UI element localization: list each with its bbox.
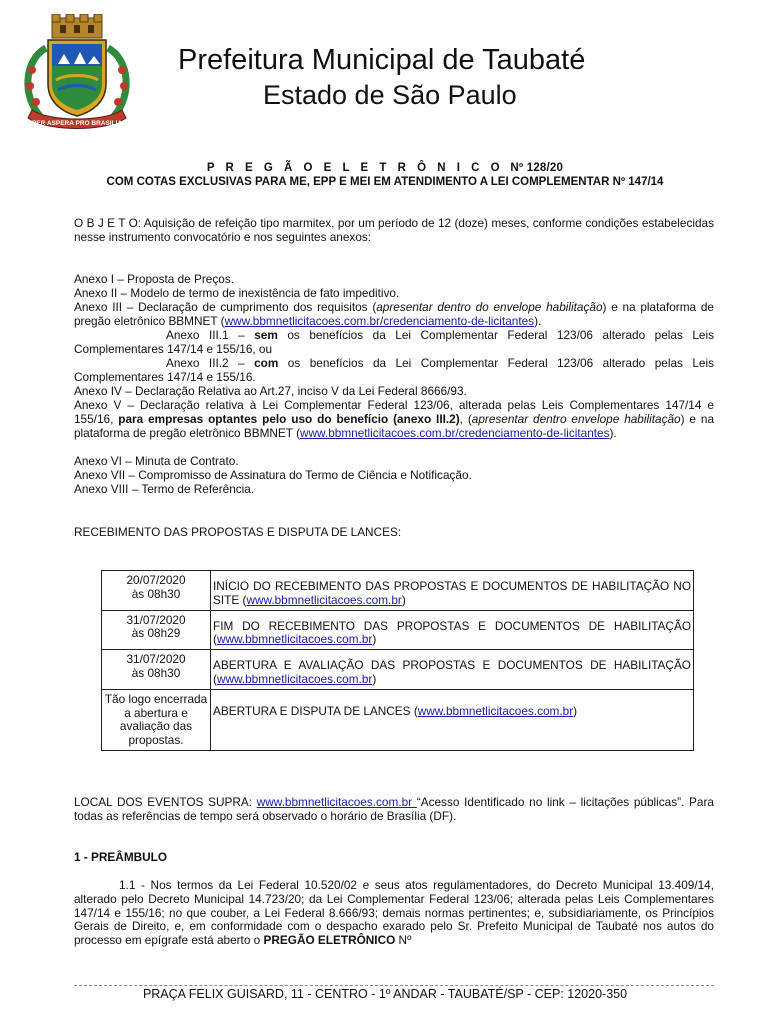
anexo-1: Anexo I – Proposta de Preços. bbox=[74, 272, 235, 286]
bbmnet-link[interactable]: www.bbmnetlicitacoes.com.br bbox=[216, 632, 373, 647]
anexo-3-2 bbox=[166, 357, 714, 371]
schedule-time: às 08h30 bbox=[131, 665, 181, 680]
schedule-event-text: INÍCIO DO RECEBIMENTO DAS PROPOSTAS E DOCUMENTOS DE HABILITAÇÃO NO SITE ( bbox=[213, 579, 691, 607]
schedule-date: 20/07/2020 bbox=[126, 573, 186, 587]
schedule-time: às 08h29 bbox=[131, 626, 181, 641]
anexo-3-2-label: Anexo III.2 – bbox=[166, 356, 255, 370]
objeto-text: Aquisição de refeição tipo marmitex, por um período de 12 (doze) meses, conforme condições estabelecidas nesse instrumento convocatório e nos seguintes anexos: bbox=[74, 216, 714, 244]
anexo-3-1 bbox=[166, 329, 714, 343]
objeto-paragraph bbox=[74, 217, 714, 245]
schedule-event-text: FIM DO RECEBIMENTO DAS PROPOSTAS E DOCUMENTOS DE HABILITAÇÃO ( bbox=[213, 618, 691, 647]
bbmnet-link[interactable]: www.bbmnetlicitacoes.com.br bbox=[246, 592, 402, 607]
anexo-3-2-cont: Complementares 147/14 e 155/16. bbox=[74, 370, 256, 384]
local-label: LOCAL DOS EVENTOS SUPRA: bbox=[74, 795, 257, 809]
table-row bbox=[102, 689, 694, 750]
anexo-6: Anexo VI – Minuta de Contrato. bbox=[74, 454, 239, 468]
preambulo-end: Nº bbox=[395, 933, 412, 948]
anexo-5-mid2: ) e na plataforma de pregão eletrônico BBMNET ( bbox=[74, 411, 714, 440]
schedule-event-cell bbox=[211, 689, 694, 750]
footer-divider bbox=[74, 985, 714, 986]
local-text: “Acesso Identificado no link – licitações públicas”. Para todas as referências de tempo será observado o horário de Brasília (DF). bbox=[74, 795, 714, 823]
table-row bbox=[102, 571, 694, 611]
svg-text:PER ASPERA PRO BRASILIA: PER ASPERA PRO BRASILIA bbox=[31, 120, 123, 127]
schedule-date-cell bbox=[102, 571, 211, 611]
preambulo-bold: PREGÃO ELETRÔNICO bbox=[263, 933, 396, 948]
pregao-number: Nº 128/20 bbox=[510, 162, 564, 174]
anexo-5-emphasis: apresentar dentro envelope habilitação bbox=[471, 411, 681, 426]
anexo-3 bbox=[74, 301, 714, 329]
schedule-event-end: ) bbox=[372, 671, 377, 686]
schedule-event-text: ABERTURA E AVALIAÇÃO DAS PROPOSTAS E DOCUMENTOS DE HABILITAÇÃO ( bbox=[213, 658, 691, 686]
page-title: Prefeitura Municipal de Taubaté bbox=[178, 44, 586, 76]
objeto-label: O B J E T O: bbox=[74, 216, 142, 230]
anexo-3-2-bold: com bbox=[254, 356, 279, 370]
anexo-5-bold: para empresas optantes pelo uso do benefício (anexo III.2) bbox=[118, 411, 460, 426]
schedule-event-cell bbox=[211, 610, 694, 650]
credenciamento-link[interactable]: www.bbmnetlicitacoes.com.br/credenciamento-de-licitantes bbox=[224, 313, 535, 328]
anexo-2: Anexo II – Modelo de termo de inexistência de fato impeditivo. bbox=[74, 286, 400, 300]
anexo-3-1-bold: sem bbox=[254, 328, 278, 342]
schedule-date: Tão logo encerrada a abertura e avaliação das propostas. bbox=[104, 691, 208, 748]
bbmnet-link[interactable]: www.bbmnetlicitacoes.com.br bbox=[417, 703, 574, 718]
schedule-date-cell bbox=[102, 610, 211, 650]
local-bbmnet-link[interactable]: www.bbmnetlicitacoes.com.br bbox=[256, 795, 417, 809]
schedule-date-cell bbox=[102, 689, 211, 750]
schedule-table bbox=[101, 570, 694, 751]
local-eventos-paragraph bbox=[74, 796, 714, 824]
schedule-event-cell bbox=[211, 650, 694, 690]
schedule-event-end: ) bbox=[401, 592, 406, 607]
pregao-label: P R E G Ã O E L E T R Ô N I C O bbox=[206, 162, 504, 174]
crest-crown bbox=[52, 14, 102, 38]
crest-shield bbox=[48, 40, 106, 116]
table-row bbox=[102, 610, 694, 650]
anexo-3-end: ). bbox=[534, 313, 542, 328]
schedule-event-end: ) bbox=[372, 632, 377, 647]
anexo-7: Anexo VII – Compromisso de Assinatura do Termo de Ciência e Notificação. bbox=[74, 468, 472, 482]
anexo-5-text: Anexo V – Declaração relativa à Lei Complementar Federal 123/06, alterada pelas Leis Complementares 147/14 e 155/16, bbox=[74, 398, 714, 426]
anexo-5-mid: , ( bbox=[459, 411, 472, 426]
schedule-event-text: ABERTURA E DISPUTA DE LANCES ( bbox=[213, 703, 418, 718]
schedule-event-cell bbox=[211, 571, 694, 611]
anexo-3-1-label: Anexo III.1 – bbox=[166, 328, 255, 342]
anexo-5 bbox=[74, 399, 714, 440]
bbmnet-link[interactable]: www.bbmnetlicitacoes.com.br bbox=[216, 671, 373, 686]
preambulo-text: 1.1 - Nos termos da Lei Federal 10.520/02 e seus atos regulamentadores, do Decreto Municipal 13.409/14, alterado pelo Decreto Municipal 14.723/20; da Lei Complementar Federal 123/06; alterada pelas Leis Complementares 147/14 e 155/16; no que couber, a Lei Federal 8.666/93; demais normas pertinentes; e, subsidiariamente, os Princípios Gerais de Direito, e, em conformidade com o despacho exarado pelo Sr. Prefeito Municipal de Taubaté nos autos do processo em epígrafe está aberto o bbox=[74, 878, 714, 948]
schedule-event-end: ) bbox=[573, 703, 578, 718]
anexo-3-2-text: os benefícios da Lei Complementar Federal 123/06 alterado pelas Leis bbox=[278, 356, 715, 370]
preambulo-heading: 1 - PREÂMBULO bbox=[74, 850, 168, 864]
anexo-4: Anexo IV – Declaração Relativa ao Art.27, inciso V da Lei Federal 8666/93. bbox=[74, 384, 467, 398]
preambulo-paragraph bbox=[74, 879, 714, 948]
anexo-3-text: Anexo III – Declaração de cumprimento dos requisitos ( bbox=[74, 300, 377, 314]
anexo-5-end: ). bbox=[609, 425, 617, 440]
page-subtitle: Estado de São Paulo bbox=[263, 80, 517, 110]
credenciamento-link-2[interactable]: www.bbmnetlicitacoes.com.br/credenciamento-de-licitantes bbox=[300, 425, 610, 440]
page-footer: PRAÇA FELIX GUISARD, 11 - CENTRO - 1º ANDAR - TAUBATÉ/SP - CEP: 12020-350 bbox=[142, 987, 628, 1001]
schedule-date-cell bbox=[102, 650, 211, 690]
pregao-heading bbox=[0, 162, 770, 174]
recebimento-heading: RECEBIMENTO DAS PROPOSTAS E DISPUTA DE LANCES: bbox=[74, 525, 402, 539]
schedule-date: 31/07/2020 bbox=[126, 652, 186, 667]
municipal-crest-logo bbox=[18, 14, 136, 136]
anexo-8: Anexo VIII – Termo de Referência. bbox=[74, 482, 255, 496]
table-row bbox=[102, 650, 694, 690]
anexo-3-emphasis: apresentar dentro do envelope habilitação bbox=[376, 300, 603, 314]
anexo-3-text-mid: ) e na plataforma de pregão eletrônico BBMNET ( bbox=[74, 300, 714, 328]
anexo-3-1-cont: Complementares 147/14 e 155/16, ou bbox=[74, 342, 273, 356]
schedule-time: às 08h30 bbox=[131, 586, 181, 601]
schedule-date: 31/07/2020 bbox=[126, 612, 186, 627]
anexo-3-1-text: os benefícios da Lei Complementar Federal 123/06 alterado pelas Leis bbox=[277, 328, 715, 342]
cotas-heading: COM COTAS EXCLUSIVAS PARA ME, EPP E MEI EM ATENDIMENTO A LEI COMPLEMENTAR Nº 147/14 bbox=[106, 176, 664, 188]
